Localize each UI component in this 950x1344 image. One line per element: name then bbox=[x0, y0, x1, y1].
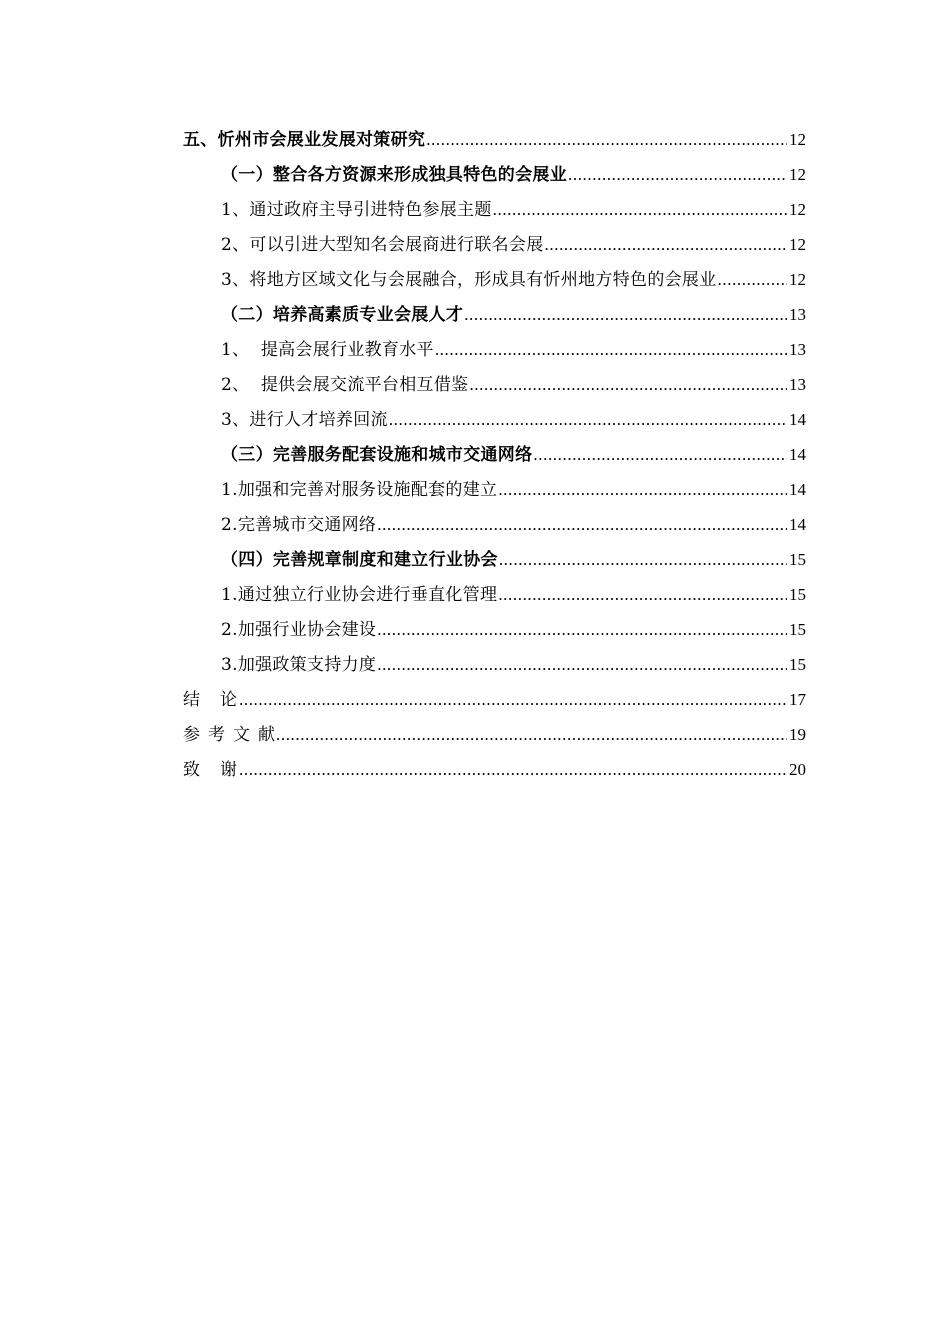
toc-entry-section-4[interactable] bbox=[183, 542, 806, 577]
toc-page-number: 15 bbox=[789, 550, 806, 569]
toc-page-number: 14 bbox=[789, 515, 806, 534]
toc-dot-leader bbox=[239, 682, 787, 717]
toc-entry-section-3[interactable] bbox=[183, 437, 806, 472]
toc-entry-title: 3、将地方区域文化与会展融合，形成具有忻州地方特色的会展业 bbox=[221, 270, 717, 290]
toc-dot-leader bbox=[426, 122, 787, 157]
toc-entry-title: 3、进行人才培养回流 bbox=[221, 410, 388, 430]
toc-dot-leader bbox=[568, 157, 787, 192]
toc-entry-subsection[interactable] bbox=[183, 472, 806, 507]
toc-entry-title: 2.完善城市交通网络 bbox=[221, 515, 377, 535]
toc-page-number: 13 bbox=[789, 305, 806, 324]
toc-entry-title: （四）完善规章制度和建立行业协会 bbox=[221, 550, 498, 570]
toc-dot-leader bbox=[533, 437, 787, 472]
toc-page-number: 15 bbox=[789, 585, 806, 604]
toc-entry-acknowledgements[interactable] bbox=[183, 752, 806, 787]
toc-entry-title: 1、 提高会展行业教育水平 bbox=[221, 340, 434, 360]
toc-page-number: 14 bbox=[789, 410, 806, 429]
toc-entry-subsection[interactable] bbox=[183, 612, 806, 647]
toc-dot-leader bbox=[389, 402, 787, 437]
toc-entry-references[interactable] bbox=[183, 717, 806, 752]
toc-page-number: 15 bbox=[789, 620, 806, 639]
toc-page-number: 12 bbox=[789, 130, 806, 149]
toc-dot-leader bbox=[464, 297, 787, 332]
toc-dot-leader bbox=[276, 717, 787, 752]
toc-page-number: 13 bbox=[789, 340, 806, 359]
toc-entry-section-2[interactable] bbox=[183, 297, 806, 332]
toc-entry-chapter-5[interactable] bbox=[183, 122, 806, 157]
toc-entry-subsection[interactable] bbox=[183, 577, 806, 612]
toc-entry-subsection[interactable] bbox=[183, 402, 806, 437]
toc-entry-title: 1.加强和完善对服务设施配套的建立 bbox=[221, 480, 498, 500]
toc-dot-leader bbox=[499, 542, 787, 577]
toc-dot-leader bbox=[498, 577, 787, 612]
toc-page-number: 12 bbox=[789, 200, 806, 219]
toc-entry-title: 1、通过政府主导引进特色参展主题 bbox=[221, 200, 492, 220]
toc-entry-title: 致谢 bbox=[183, 760, 257, 780]
toc-entry-subsection[interactable] bbox=[183, 647, 806, 682]
toc-page-number: 13 bbox=[789, 375, 806, 394]
toc-entry-conclusion[interactable] bbox=[183, 682, 806, 717]
toc-entry-title: 2、 提供会展交流平台相互借鉴 bbox=[221, 375, 469, 395]
toc-entry-section-1[interactable] bbox=[183, 157, 806, 192]
toc-entry-title: 2.加强行业协会建设 bbox=[221, 620, 377, 640]
toc-page-number: 19 bbox=[789, 725, 806, 744]
toc-entry-title: （一）整合各方资源来形成独具特色的会展业 bbox=[221, 165, 567, 185]
toc-page-number: 12 bbox=[789, 270, 806, 289]
table-of-contents bbox=[183, 122, 806, 787]
toc-entry-subsection[interactable] bbox=[183, 227, 806, 262]
toc-entry-subsection[interactable] bbox=[183, 262, 806, 297]
toc-dot-leader bbox=[377, 612, 787, 647]
toc-entry-title: 结论 bbox=[183, 690, 257, 710]
toc-dot-leader bbox=[435, 332, 787, 367]
toc-page-number: 14 bbox=[789, 445, 806, 464]
toc-dot-leader bbox=[469, 367, 787, 402]
toc-entry-title: （二）培养高素质专业会展人才 bbox=[221, 305, 464, 325]
toc-entry-title: 五、忻州市会展业发展对策研究 bbox=[183, 130, 426, 150]
toc-entry-subsection[interactable] bbox=[183, 507, 806, 542]
toc-entry-title: 3.加强政策支持力度 bbox=[221, 655, 377, 675]
toc-entry-subsection[interactable] bbox=[183, 192, 806, 227]
toc-dot-leader bbox=[239, 752, 787, 787]
toc-dot-leader bbox=[498, 472, 787, 507]
toc-page-number: 17 bbox=[789, 690, 806, 709]
toc-entry-title: 1.通过独立行业协会进行垂直化管理 bbox=[221, 585, 498, 605]
toc-page-number: 12 bbox=[789, 165, 806, 184]
toc-entry-title: 2、可以引进大型知名会展商进行联名会展 bbox=[221, 235, 544, 255]
toc-page-number: 15 bbox=[789, 655, 806, 674]
toc-entry-subsection[interactable] bbox=[183, 367, 806, 402]
toc-dot-leader bbox=[377, 647, 787, 682]
toc-entry-subsection[interactable] bbox=[183, 332, 806, 367]
toc-dot-leader bbox=[377, 507, 787, 542]
toc-page-number: 12 bbox=[789, 235, 806, 254]
toc-dot-leader bbox=[493, 192, 787, 227]
toc-dot-leader bbox=[718, 262, 787, 297]
toc-entry-title: （三）完善服务配套设施和城市交通网络 bbox=[221, 445, 533, 465]
toc-page-number: 14 bbox=[789, 480, 806, 499]
toc-entry-title: 参考文献 bbox=[183, 725, 283, 745]
toc-dot-leader bbox=[545, 227, 787, 262]
toc-page-number: 20 bbox=[789, 760, 806, 779]
